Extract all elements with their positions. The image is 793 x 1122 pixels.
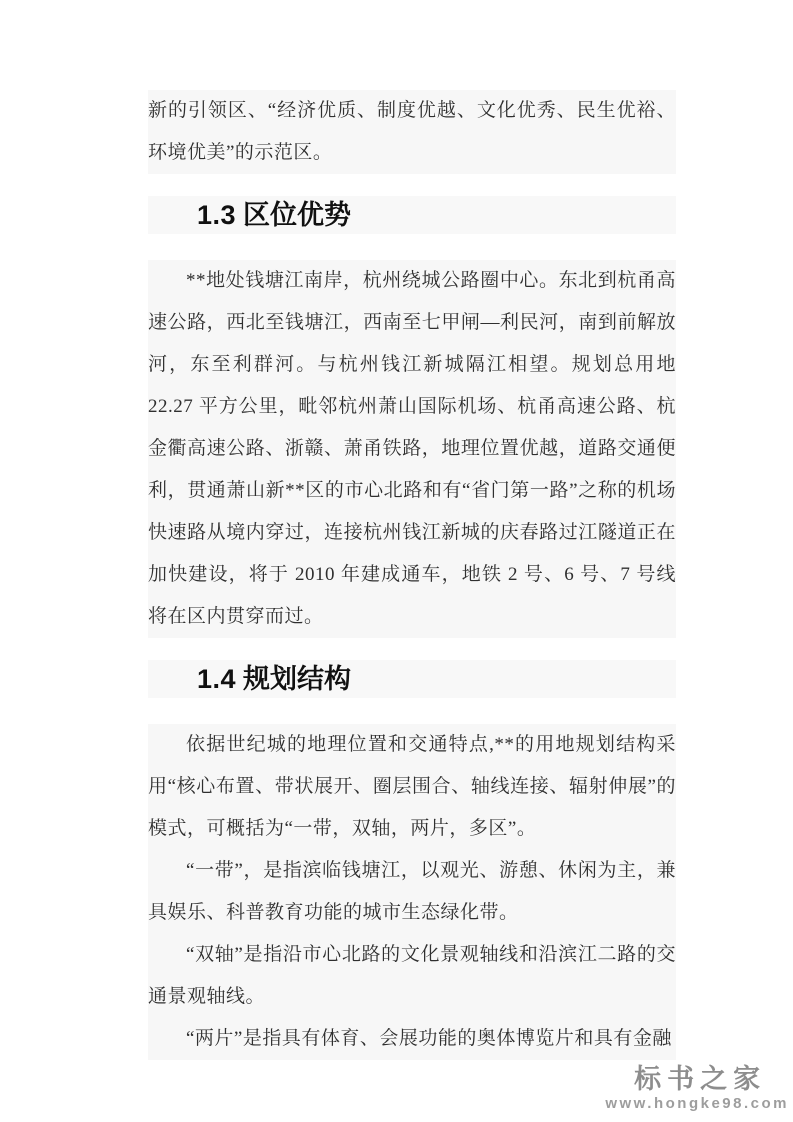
section-title: 区位优势 [243,200,352,230]
paragraph-location-advantage: **地处钱塘江南岸，杭州绕城公路圈中心。东北到杭甬高速公路，西北至钱塘江，西南至七甲闸—利民河，南到前解放河，东至利群河。与杭州钱江新城隔江相望。规划总用地 22.27 平方公里，毗邻杭州萧山国际机场、杭甬高速公路、杭金衢高速公路、浙赣、萧甬铁路，地理位置优越，道路交通便利，贯通萧山新**区的市心北路和有“省门第一路”之称的机场快速路从境内穿过，连接杭州钱江新城的庆春路过江隧道正在加快建设，将于 2010 年建成通车，地铁 2 号、6 号、7 号线将在区内贯穿而过。 [148,260,676,638]
section-number: 1.3 [197,200,237,230]
paragraph-one-belt: “一带”，是指滨临钱塘江，以观光、游憩、休闲为主，兼具娱乐、科普教育功能的城市生态绿化带。 [148,850,676,934]
watermark-url-text: www.hongke98.com [605,1095,789,1112]
watermark-brand-text: 标书之家 [634,1064,767,1094]
paragraph-two-axes: “双轴”是指沿市心北路的文化景观轴线和沿滨江二路的交通景观轴线。 [148,934,676,1018]
paragraph-two-pieces: “两片”是指具有体育、会展功能的奥体博览片和具有金融 [148,1018,676,1060]
section-title: 规划结构 [243,664,352,694]
section-heading-1-3 [148,196,676,234]
document-content [148,90,676,1060]
paragraph-intro-continuation: 新的引领区、“经济优质、制度优越、文化优秀、民生优裕、环境优美”的示范区。 [148,90,676,174]
paragraph-planning-structure: 依据世纪城的地理位置和交通特点,**的用地规划结构采用“核心布置、带状展开、圈层围合、轴线连接、辐射伸展”的模式，可概括为“一带，双轴，两片，多区”。 [148,724,676,850]
section-heading-1-4 [148,660,676,698]
section-number: 1.4 [197,664,237,694]
watermark [605,1064,789,1114]
